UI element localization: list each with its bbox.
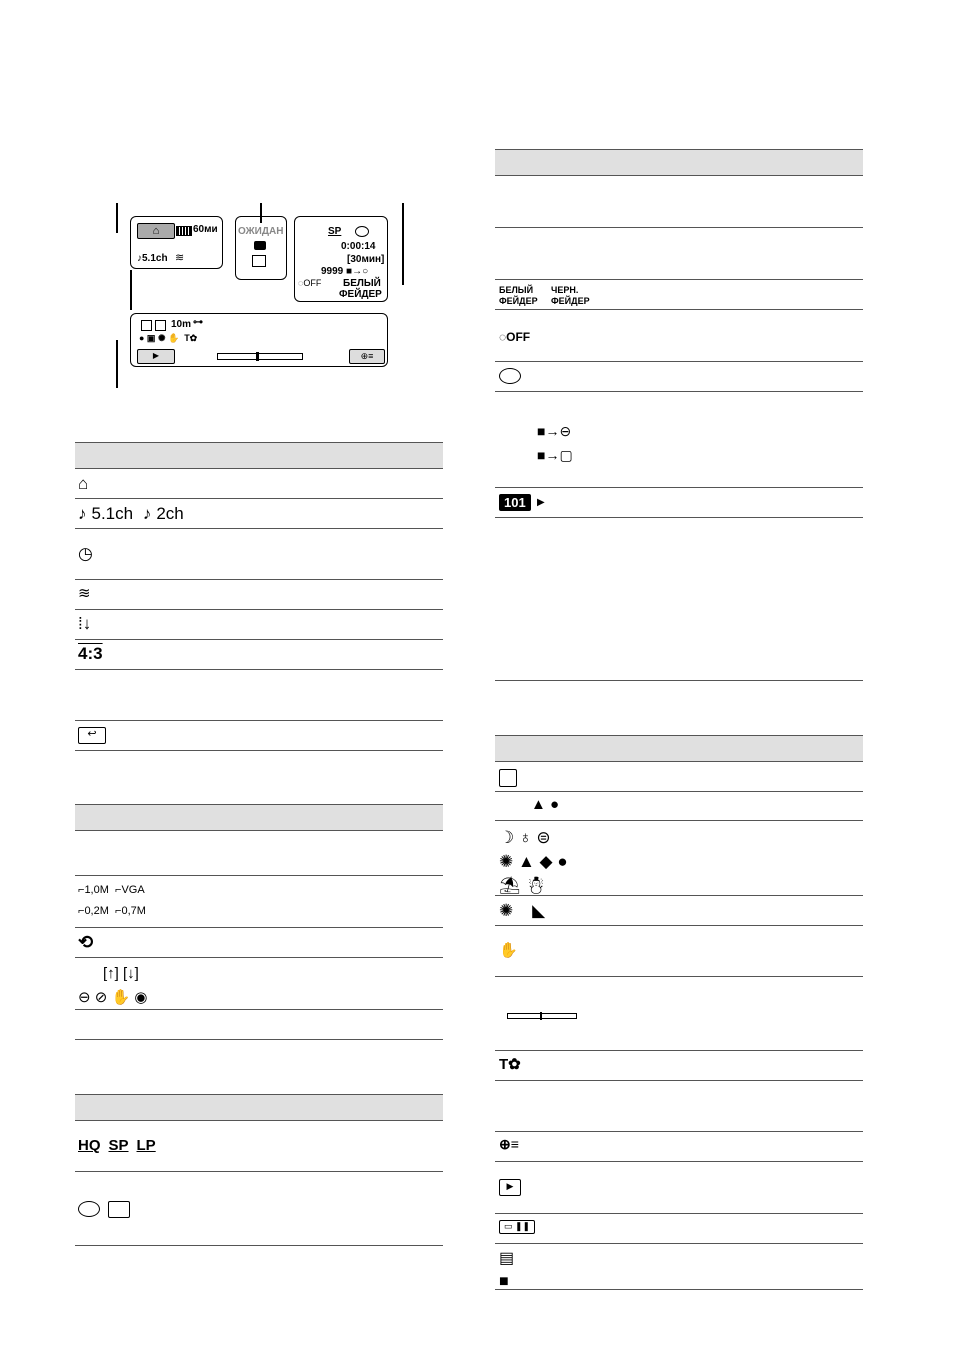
divider	[495, 487, 863, 488]
callout-line	[130, 270, 132, 310]
option-button[interactable]: ⊕≡	[349, 349, 385, 364]
divider	[495, 361, 863, 362]
recording-icon	[252, 255, 266, 267]
fader-line2: ФЕЙДЕР	[339, 289, 382, 300]
divider	[495, 895, 863, 896]
camera-to-hdd-icon: ■→⊖	[537, 423, 572, 439]
exposure-slider-icon	[507, 1013, 577, 1019]
image-size-icons: ⌐1,0M ⌐VGA ⌐0,2M ⌐0,7M	[78, 884, 146, 917]
divider	[75, 750, 443, 751]
bottom-panel	[130, 313, 388, 367]
hdd-icon	[355, 226, 369, 237]
portrait-icon	[141, 320, 152, 331]
divider	[75, 1245, 443, 1246]
scene-icons: ● ▣ ✺ ✋ T✿	[139, 333, 198, 343]
divider	[495, 925, 863, 926]
self-timer-icon: ◷	[78, 544, 93, 563]
slider-handle	[540, 1012, 542, 1020]
divider	[495, 309, 863, 310]
landscape-person-icons: ▲ ●	[531, 796, 560, 813]
camera-icon	[254, 241, 266, 250]
rec-mode-text: SP	[328, 226, 342, 237]
transfer-icons	[537, 419, 573, 467]
divider	[495, 227, 863, 228]
remaining-text: 60ми	[193, 224, 218, 235]
camera-icon: ■	[499, 1273, 509, 1290]
playback-pause-icon: ▭ ❚❚	[499, 1220, 535, 1234]
divider	[495, 1161, 863, 1162]
scene-icons: ☽ ♁ ⊜ ✺ ▲ ◆ ● ⛱ ☃	[499, 828, 568, 895]
callout-line	[116, 340, 118, 388]
quality-lp: LP	[136, 1137, 156, 1154]
divider	[495, 1243, 863, 1244]
white-fader-label: БЕЛЫЙ ФЕЙДЕР	[499, 285, 538, 306]
key-icon: ⊶	[193, 317, 203, 328]
divider	[495, 976, 863, 977]
callout-line	[116, 203, 118, 233]
size-icon	[155, 320, 166, 331]
option-icon: ⊕≡	[499, 1136, 519, 1152]
fader-off-icon: ◌OFF	[298, 278, 322, 288]
divider	[495, 279, 863, 280]
black-fader-label: ЧЕРН. ФЕЙДЕР	[551, 285, 590, 306]
divider	[495, 1080, 863, 1081]
home-icon[interactable]: ⌂	[137, 223, 175, 239]
table-header	[75, 1094, 443, 1121]
divider	[495, 391, 863, 392]
portrait-icon	[499, 769, 517, 787]
divider	[495, 791, 863, 792]
photos-text: 9999 ■→○	[321, 266, 369, 277]
slider-handle[interactable]	[256, 352, 259, 361]
divider	[75, 957, 443, 958]
status-box	[235, 216, 287, 280]
quality-icons	[78, 1137, 156, 1154]
divider	[495, 680, 863, 681]
divider	[75, 579, 443, 580]
play-arrow-icon: ▶	[537, 497, 545, 508]
play-icon: ▶	[499, 1179, 521, 1196]
battery-icon	[176, 226, 192, 236]
size-text: 10m	[171, 319, 192, 330]
audio-icons: ♪ 5.1ch ♪ 2ch	[78, 504, 184, 523]
return-icon: ↩	[78, 727, 106, 744]
memory-card-icon	[108, 1201, 130, 1218]
divider	[75, 528, 443, 529]
divider	[75, 1039, 443, 1040]
quality-sp: SP	[108, 1137, 129, 1154]
audio-text: ♪5.1ch	[137, 253, 168, 264]
divider	[75, 609, 443, 610]
remaining-text: [30мин]	[347, 254, 385, 265]
mic-icon: ⁞↓	[78, 614, 92, 633]
table-header	[75, 442, 443, 469]
divider	[75, 1171, 443, 1172]
table-header	[75, 804, 443, 831]
divider	[495, 1289, 863, 1290]
repeat-icon: ⟲	[78, 932, 94, 952]
divider	[495, 1131, 863, 1132]
quality-hq: HQ	[78, 1137, 101, 1154]
folder-icon: 101	[499, 494, 531, 511]
divider	[495, 517, 863, 518]
fader-line1: БЕЛЫЙ	[343, 278, 381, 289]
divider	[75, 669, 443, 670]
exposure-slider[interactable]	[217, 353, 303, 360]
tele-macro-icon: T✿	[499, 1056, 521, 1073]
divider	[75, 875, 443, 876]
divider	[75, 927, 443, 928]
camera-to-card-icon: ■→▢	[537, 447, 573, 463]
divider	[75, 1009, 443, 1010]
divider	[75, 498, 443, 499]
divider	[75, 639, 443, 640]
counter-box	[294, 216, 388, 302]
status-text: ОЖИДАН	[238, 226, 284, 237]
divider	[495, 820, 863, 821]
aspect-icon: 4:3	[78, 644, 103, 663]
brightness-icons: ✺ ◣	[499, 901, 546, 920]
wifi-icon: ≋	[78, 585, 91, 602]
table-header	[495, 149, 863, 176]
hdd-icon	[499, 368, 521, 384]
play-button[interactable]: ▶	[137, 349, 175, 364]
home-box	[130, 216, 223, 269]
divider	[75, 720, 443, 721]
movie-photo-icons	[499, 1247, 514, 1293]
callout-line	[402, 203, 404, 285]
steady-off-icon: ✋	[499, 942, 518, 959]
hdd-icon	[78, 1201, 100, 1217]
time-text: 0:00:14	[341, 241, 376, 252]
divider	[495, 1050, 863, 1051]
divider	[495, 1213, 863, 1214]
wifi-icon: ≋	[175, 252, 185, 264]
fader-off-icon: ◌OFF	[499, 330, 531, 344]
film-icon: ▤	[499, 1250, 515, 1267]
misc-icons: [↑] [↓] ⊖ ⊘ ✋ ◉	[78, 965, 148, 1006]
table-header	[495, 735, 863, 762]
home-icon: ⌂	[78, 474, 89, 493]
